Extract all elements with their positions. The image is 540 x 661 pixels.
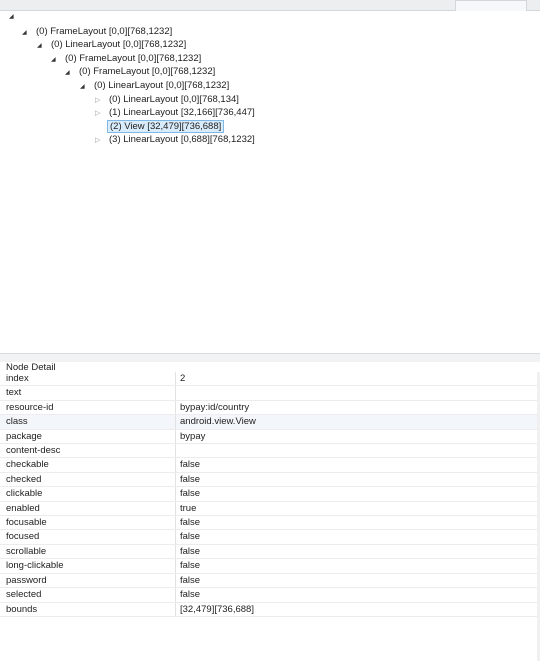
tree-node[interactable] bbox=[51, 52, 203, 65]
table-row[interactable] bbox=[0, 458, 537, 472]
property-value[interactable]: bypay bbox=[176, 429, 538, 443]
tree-node-label[interactable]: (0) LinearLayout [0,0][768,134] bbox=[109, 94, 239, 105]
property-value[interactable]: [32,479][736,688] bbox=[176, 602, 538, 616]
tree-node-label[interactable]: (0) FrameLayout [0,0][768,1232] bbox=[79, 66, 216, 77]
tree-node-label[interactable]: (0) LinearLayout [0,0][768,1232] bbox=[94, 80, 230, 91]
table-row[interactable] bbox=[0, 444, 537, 458]
property-value[interactable]: false bbox=[176, 516, 538, 530]
property-value[interactable]: false bbox=[176, 588, 538, 602]
property-key: enabled bbox=[0, 501, 176, 515]
expanded-triangle-icon[interactable]: ◢ bbox=[37, 43, 42, 49]
table-row[interactable] bbox=[0, 544, 537, 558]
expanded-triangle-icon[interactable]: ◢ bbox=[65, 70, 70, 76]
property-value[interactable]: false bbox=[176, 544, 538, 558]
tree-node[interactable] bbox=[65, 65, 217, 78]
tree-node[interactable] bbox=[80, 79, 231, 92]
node-detail-table bbox=[0, 372, 537, 617]
expanded-triangle-icon[interactable]: ◢ bbox=[22, 30, 27, 36]
property-key: focused bbox=[0, 530, 176, 544]
tree-node-label[interactable]: (0) FrameLayout [0,0][768,1232] bbox=[65, 53, 202, 64]
property-value[interactable]: bypay:id/country bbox=[176, 400, 538, 414]
expanded-triangle-icon[interactable]: ◢ bbox=[80, 84, 85, 90]
property-key: clickable bbox=[0, 487, 176, 501]
table-row[interactable] bbox=[0, 588, 537, 602]
table-row[interactable] bbox=[0, 602, 537, 616]
property-value[interactable]: false bbox=[176, 487, 538, 501]
node-detail-panel bbox=[0, 362, 540, 661]
tree-node[interactable] bbox=[95, 93, 241, 106]
collapsed-triangle-icon[interactable]: ▷ bbox=[95, 110, 101, 117]
tree-node-label[interactable]: (2) View [32,479][736,688] bbox=[107, 120, 224, 133]
property-key: focusable bbox=[0, 516, 176, 530]
tree-node-label[interactable]: (3) LinearLayout [0,688][768,1232] bbox=[109, 134, 255, 145]
property-key: class bbox=[0, 415, 176, 429]
table-row[interactable] bbox=[0, 472, 537, 486]
property-value[interactable]: true bbox=[176, 501, 538, 515]
property-key: bounds bbox=[0, 602, 176, 616]
table-row[interactable] bbox=[0, 429, 537, 443]
tree-node-selected[interactable] bbox=[95, 120, 224, 133]
hierarchy-tree bbox=[0, 11, 540, 353]
top-tab-strip bbox=[0, 0, 540, 11]
table-row[interactable] bbox=[0, 530, 537, 544]
property-key: long-clickable bbox=[0, 559, 176, 573]
table-row[interactable] bbox=[0, 386, 537, 400]
collapsed-triangle-icon[interactable]: ▷ bbox=[95, 97, 101, 104]
property-key: index bbox=[0, 372, 176, 386]
tree-node[interactable] bbox=[37, 38, 188, 51]
table-row[interactable] bbox=[0, 400, 537, 414]
property-value[interactable]: false bbox=[176, 472, 538, 486]
property-key: password bbox=[0, 573, 176, 587]
property-key: scrollable bbox=[0, 544, 176, 558]
property-value[interactable]: 2 bbox=[176, 372, 538, 386]
property-value[interactable]: false bbox=[176, 458, 538, 472]
property-value[interactable]: false bbox=[176, 530, 538, 544]
table-row[interactable] bbox=[0, 516, 537, 530]
property-value[interactable] bbox=[176, 386, 538, 400]
tree-node-label[interactable]: (0) LinearLayout [0,0][768,1232] bbox=[51, 39, 187, 50]
property-value[interactable]: false bbox=[176, 559, 538, 573]
table-row[interactable] bbox=[0, 573, 537, 587]
root-expand-icon[interactable]: ◢ bbox=[9, 14, 14, 20]
tree-node[interactable] bbox=[95, 133, 257, 146]
property-key: content-desc bbox=[0, 444, 176, 458]
tree-node-label[interactable]: (1) LinearLayout [32,166][736,447] bbox=[109, 107, 255, 118]
table-row[interactable] bbox=[0, 415, 537, 429]
table-row[interactable] bbox=[0, 487, 537, 501]
node-detail-title: Node Detail bbox=[6, 362, 56, 373]
tab[interactable] bbox=[455, 0, 527, 11]
table-row[interactable] bbox=[0, 559, 537, 573]
collapsed-triangle-icon[interactable]: ▷ bbox=[95, 137, 101, 144]
property-key: checkable bbox=[0, 458, 176, 472]
property-key: checked bbox=[0, 472, 176, 486]
property-value[interactable] bbox=[176, 444, 538, 458]
table-row[interactable] bbox=[0, 501, 537, 515]
tree-node[interactable] bbox=[22, 25, 174, 38]
tree-node[interactable] bbox=[95, 106, 257, 119]
property-key: resource-id bbox=[0, 400, 176, 414]
property-key: selected bbox=[0, 588, 176, 602]
property-value[interactable]: android.view.View bbox=[176, 415, 538, 429]
property-value[interactable]: false bbox=[176, 573, 538, 587]
expanded-triangle-icon[interactable]: ◢ bbox=[51, 57, 56, 63]
table-row[interactable] bbox=[0, 372, 537, 386]
property-key: text bbox=[0, 386, 176, 400]
tree-node-label[interactable]: (0) FrameLayout [0,0][768,1232] bbox=[36, 26, 173, 37]
property-key: package bbox=[0, 429, 176, 443]
